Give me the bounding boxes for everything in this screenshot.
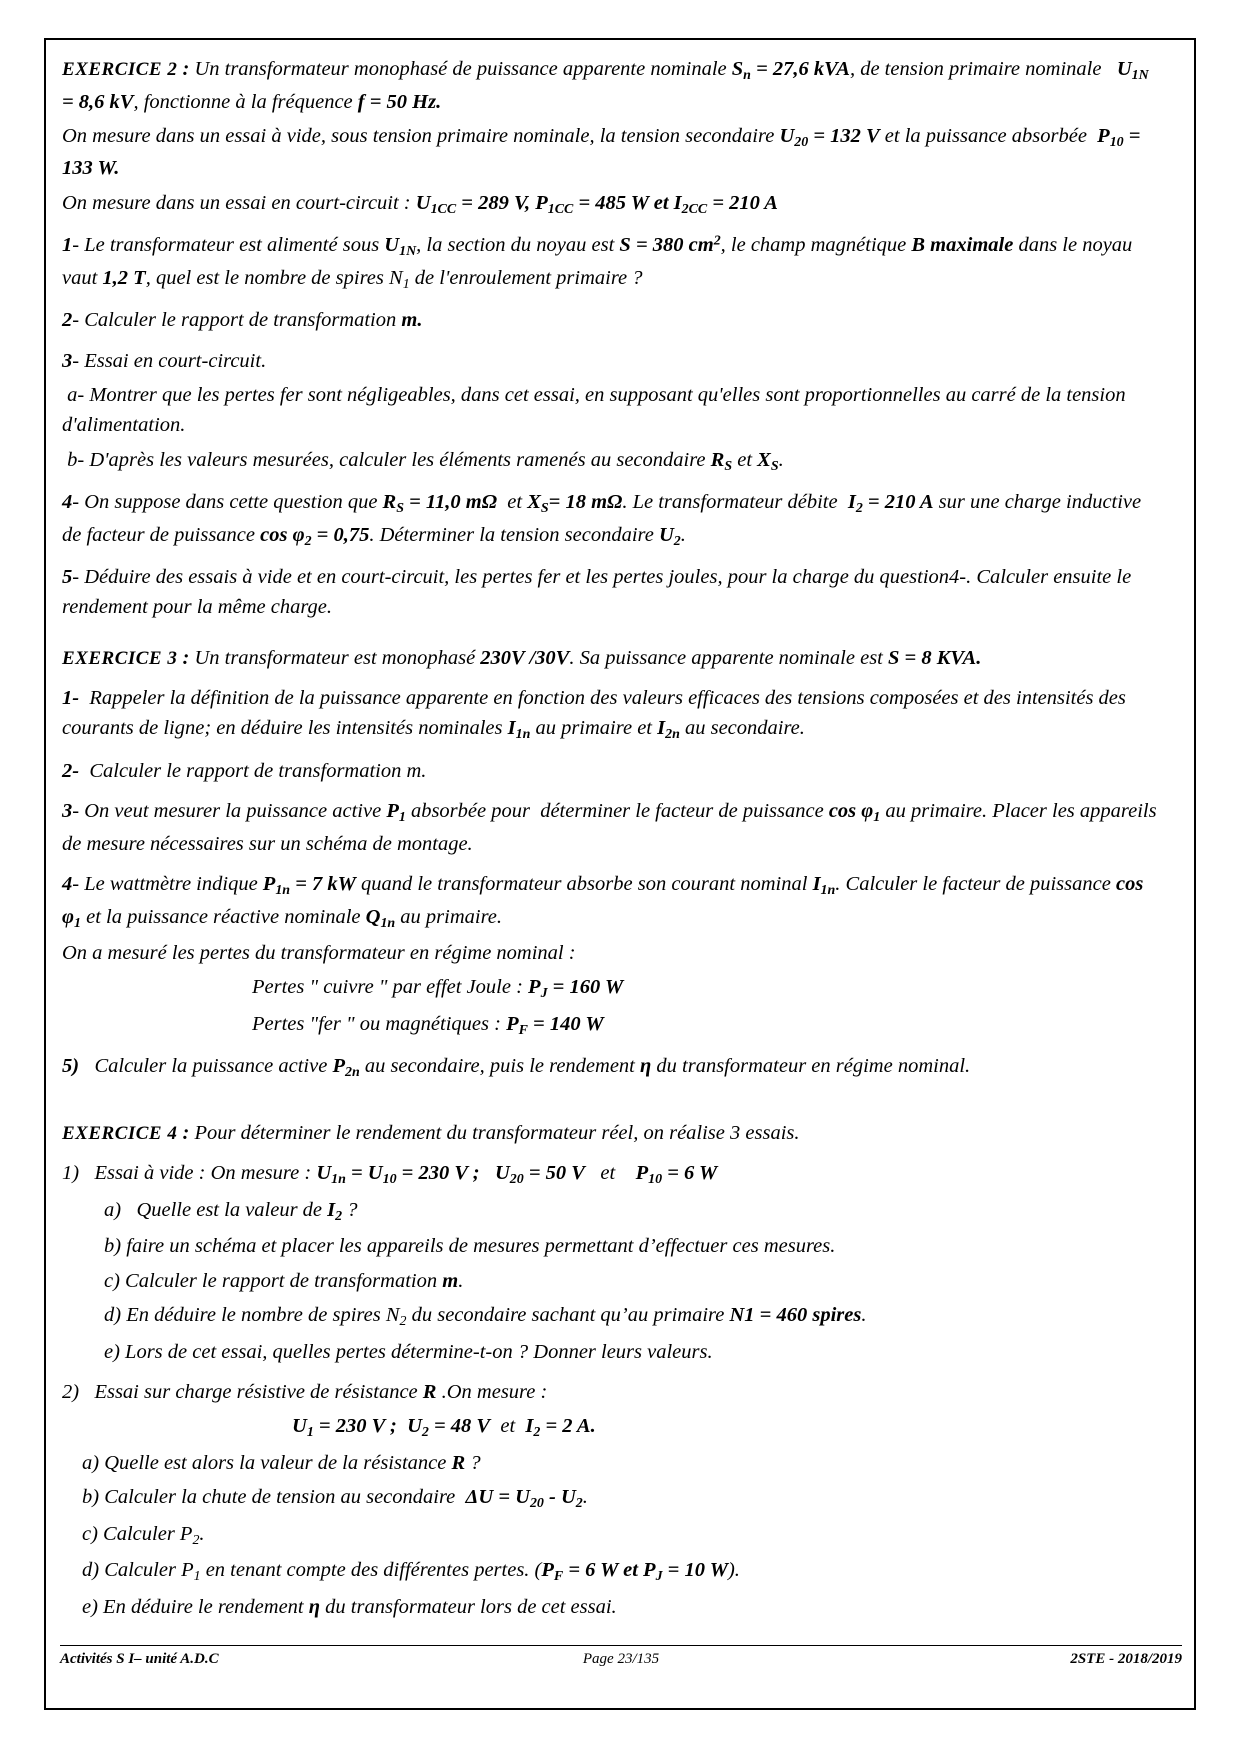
footer-right: 2STE - 2018/2019 [1070, 1651, 1182, 1667]
footer-page-number: Page 23/135 [582, 1651, 660, 1667]
exercise3-loss-copper: Pertes " cuivre " par effet Joule : $P_J = 160$ W [252, 976, 624, 1002]
footer-left: Activités S I– unité A.D.C [60, 1651, 219, 1667]
exercise4-question-2: 2) Essai sur charge résistive de résistance R .On mesure : [62, 1380, 548, 1403]
exercise2-question-5: 5- Déduire des essais à vide et en court-circuit, les pertes fer et les pertes joules, pour la charge du question4-. Calculer ensuite le rendement pour la même charge. [62, 566, 1132, 619]
exercise2-intro-line1: Un transformateur monophasé de puissance apparente nominale $S_n = 27,6$ kVA, de tension primaire nominale $U_{1N} = 8,6$ kV, fonctionne à la fréquence f = 50 Hz. [62, 58, 1149, 113]
exercise3-question-2: 2- Calculer le rapport de transformation m. [62, 759, 427, 782]
exercise3-label: EXERCICE 3 [62, 647, 178, 669]
exercise4-intro: Pour déterminer le rendement du transformateur réel, on réalise 3 essais. [194, 1122, 800, 1144]
exercise4-question-2-values: $U_1 = 230$ V ; $U_2 = 48$ V et $I_2 = 2$ A. [292, 1415, 596, 1441]
exercise4-label: EXERCICE 4 [62, 1123, 178, 1144]
exercise2-question-2: 2- Calculer le rapport de transformation m. [62, 309, 423, 332]
exercise4-question-1a: a) Quelle est la valeur de $I_2$ ? [104, 1198, 358, 1224]
exercise4-question-1d: d) En déduire le nombre de spires $N_2$ du secondaire sachant qu’au primaire N1 = 460 spires. [104, 1304, 867, 1329]
exercise2-label: EXERCICE 2 [62, 59, 178, 80]
exercise4-question-1c: c) Calculer le rapport de transformation m. [104, 1269, 464, 1292]
exercise4-question-2c: c) Calculer $P_2$. [82, 1522, 205, 1548]
exercise3-heading: EXERCICE 3 : Un transformateur est monophasé 230V /30V. Sa puissance apparente nominale est S = 8 KVA. [62, 646, 982, 669]
exercise4-question-2a: a) Quelle est alors la valeur de la résistance R ? [82, 1451, 481, 1474]
exercise4-heading: EXERCICE 4 : Pour déterminer le rendement du transformateur réel, on réalise 3 essais. [62, 1122, 800, 1144]
exercise3-question-5: 5) Calculer la puissance active $P_{2n}$ au secondaire, puis le rendement η du transformateur en régime nominal. [62, 1055, 971, 1081]
exercise2-heading: EXERCICE 2 : Un transformateur monophasé de puissance apparente nominale $S_n = 27,6$ kVA, de tension primaire nominale $U_{1N} = 8,6$ kV, fonctionne à la fréquence f = 50 Hz. [62, 58, 1149, 113]
exercise2-question-1: 1- Le transformateur est alimenté sous $U_{1N}$, la section du noyau est S = 380 $cm^2$, le champ magnétique B maximale dans le noyau vaut 1,2 T, quel est le nombre de spires $N_1$ de l'enroulement primaire ? [62, 233, 1133, 292]
exercise3-intro: Un transformateur est monophasé 230V /30V. Sa puissance apparente nominale est S = 8 KVA. [194, 646, 982, 669]
exercise4-question-2b: b) Calculer la chute de tension au secondaire $\Delta U = U_{20} - U_2$. [82, 1486, 588, 1511]
exercise4-question-1: 1) Essai à vide : On mesure : $U_{1n} = U_{10} = 230$ V ; $U_{20} = 50$ V et $P_{10} = 6$ W [62, 1162, 718, 1188]
exercise2-question-3: 3- Essai en court-circuit. [62, 349, 267, 372]
exercise4-question-2e: e) En déduire le rendement η du transformateur lors de cet essai. [82, 1595, 617, 1618]
exercise2-intro-line2: On mesure dans un essai à vide, sous tension primaire nominale, la tension secondaire $U_{20} = 132$ V et la puissance absorbée $P_{10} = 133$ W. [62, 124, 1141, 180]
exercise3-loss-iron: Pertes "fer " ou magnétiques : $P_F = 140$ W [252, 1012, 604, 1038]
document-body [62, 52, 1180, 1626]
exercise4-question-1e: e) Lors de cet essai, quelles pertes détermine-t-on ? Donner leurs valeurs. [104, 1340, 713, 1363]
exercise3-question-4: 4- Le wattmètre indique $P_{1n} = 7$ kW quand le transformateur absorbe son courant nominal $I_{1n}$. Calculer le facteur de puissance $\cos \varphi_1$ et la puissance réactive nominale $Q_{1n}$ au primaire. [62, 873, 1144, 931]
exercise4-question-1b: b) faire un schéma et placer les appareils de mesures permettant d’effectuer ces mesures. [104, 1235, 836, 1258]
exercise2-question-4: 4- On suppose dans cette question que $R_S = 11,0$ mΩ et $X_S= 18$ mΩ. Le transformateur débite $I_2 = 210$ A sur une charge inductive de facteur de puissance $\cos \varphi_2 = 0,75$. Déterminer la tension secondaire $U_2$. [62, 491, 1142, 549]
exercise2-intro-line3: On mesure dans un essai en court-circuit : $U_{1CC} = 289$ V, $P_{1CC} = 485$ W et $I_{2CC} = 210$ A [62, 191, 778, 217]
exercise3-question-3: 3- On veut mesurer la puissance active $P_1$ absorbée pour déterminer le facteur de puissance $\cos \varphi_1$ au primaire. Placer les appareils de mesure nécessaires sur un schéma de montage. [62, 800, 1157, 855]
exercise4-question-2d: d) Calculer $P_1$ en tenant compte des différentes pertes. ($P_F = 6$ W et $P_J = 10$ W). [82, 1559, 740, 1584]
exercise2-question-3a: a- Montrer que les pertes fer sont négligeables, dans cet essai, en supposant qu'elles sont proportionnelles au carré de la tension d'alimentation. [62, 383, 1126, 437]
exercise3-question-1: 1- Rappeler la définition de la puissance apparente en fonction des valeurs efficaces des tensions composées et des intensités des courants de ligne; en déduire les intensités nominales $I_{1n}$ au primaire et $I_{2n}$ au secondaire. [62, 687, 1126, 743]
exercise3-measure-intro: On a mesuré les pertes du transformateur en régime nominal : [62, 942, 576, 965]
page-footer [60, 1645, 1182, 1668]
exercise2-question-3b: b- D'après les valeurs mesurées, calculer les éléments ramenés au secondaire $R_S$ et $X_S$. [62, 448, 784, 474]
